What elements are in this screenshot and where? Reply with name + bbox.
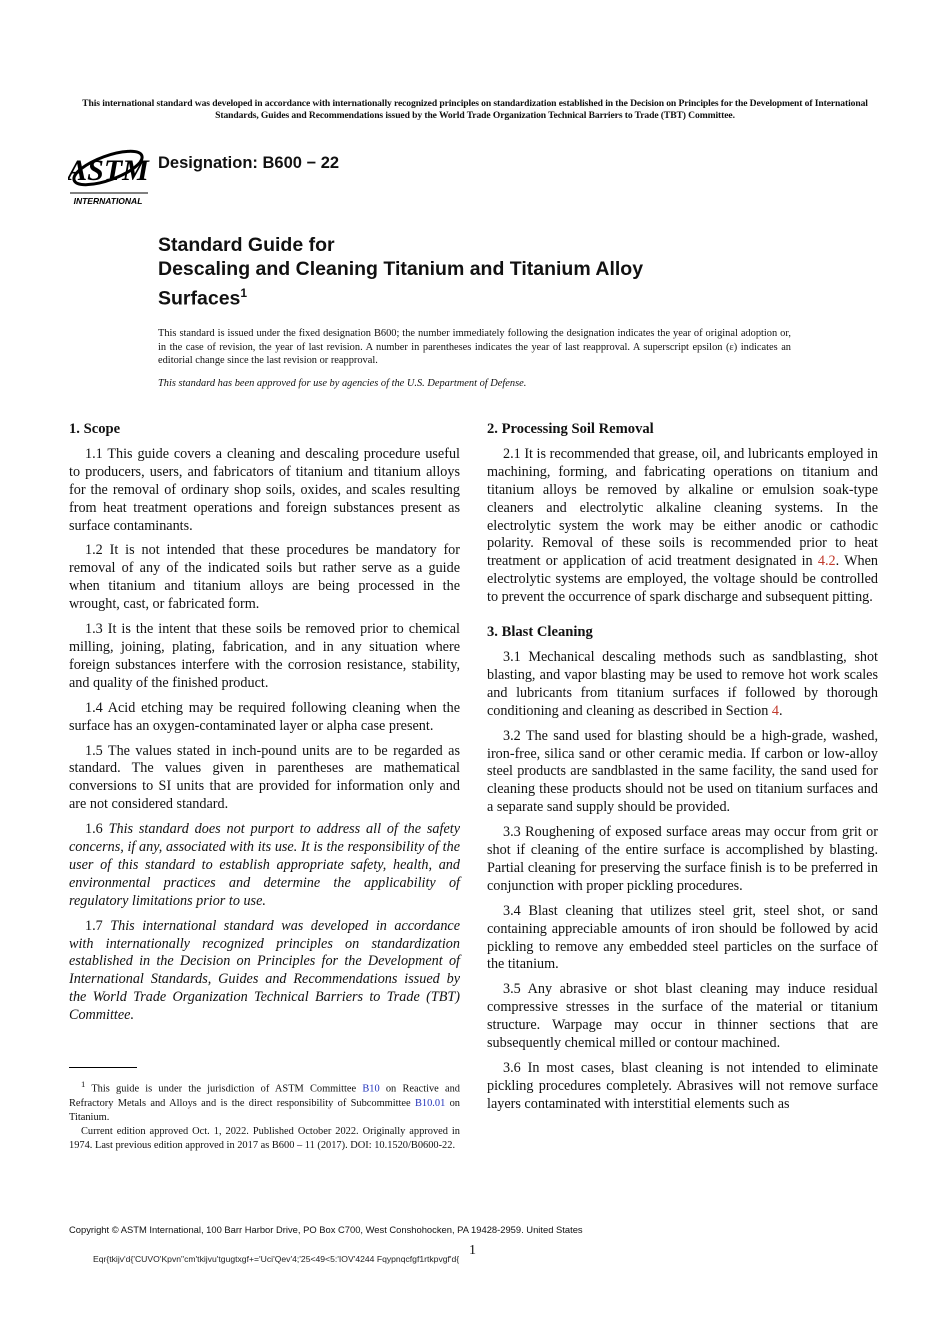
title-line: Standard Guide for bbox=[158, 234, 335, 256]
paragraph: 1.5 The values stated in inch-pound units are to be regarded as standard. The values given in parentheses are mathematical conversions to SI units that are provided for information only and are not considered standard. bbox=[69, 742, 460, 813]
paragraph: 1.4 Acid etching may be required following cleaning when the surface has an oxygen-contaminated layer or alpha case present. bbox=[69, 699, 460, 734]
paragraph: 3.5 Any abrasive or shot blast cleaning may induce residual compressive stresses in the surface of the material or titanium structure. Warpage may occur in thinner sections that are subsequently chemical milled or contour machined. bbox=[487, 981, 878, 1052]
astm-logo bbox=[68, 140, 150, 208]
logo-subtext: INTERNATIONAL bbox=[73, 196, 143, 206]
section-link[interactable]: 4.2 bbox=[817, 553, 836, 570]
document-title bbox=[158, 233, 643, 311]
subcommittee-link[interactable]: B10.01 bbox=[414, 1097, 446, 1109]
paragraph: 3.3 Roughening of exposed surface areas may occur from grit or shot if cleaning of the entire surface is accomplished by blasting. Partial cleaning for preserving the surface finish is to be preferred in conjunction with proper pickling procedures. bbox=[487, 824, 878, 894]
issue-note: This standard is issued under the fixed designation B600; the number immediately following the designation indicates the year of original adoption or, in the case of revision, the year of last revision. A number in parentheses indicates the year of last reapproval. A superscript epsilon (ε) indicates an editorial change since the last revision or reapproval. bbox=[158, 328, 791, 367]
section-link[interactable]: 4 bbox=[771, 702, 779, 719]
footnote: $^1$ This guide is under the jurisdiction of ASTM Committee B10 on Reactive and Refractory Metals and Alloys and is the direct responsibility of Subcommittee B10.01 on Titanium. Current edition approved Oct. 1, 2022. Published October 2022. Originally approved in 1974. Last previous edition approved in 2017 as B600 – 11 (2017). DOI: 10.1520/B0600-22. bbox=[69, 1079, 460, 1152]
paragraph: 1.6 This standard does not purport to address all of the safety concerns, if any, associated with its use. It is the responsibility of the user of this standard to establish appropriate safety, health, and environmental practices and determine the applicability of regulatory limitations prior to use. bbox=[69, 821, 461, 909]
footnote-divider bbox=[69, 1067, 137, 1068]
copyright: Copyright © ASTM International, 100 Barr Harbor Drive, PO Box C700, West Conshohocken, PA 19428-2959. United States bbox=[69, 1224, 583, 1235]
section-heading: 1. Scope bbox=[69, 421, 121, 437]
dod-note: This standard has been approved for use by agencies of the U.S. Department of Defense. bbox=[158, 378, 527, 389]
paragraph: 1.7 This international standard was developed in accordance with internationally recognized principles on standardization established in the Decision on Principles for the Development of International Standards, Guides and Recommendations issued by the World Trade Organization Technical Barriers to Trade (TBT) Committee. bbox=[69, 917, 461, 1024]
paragraph: 3.2 The sand used for blasting should be a high-grade, washed, iron-free, silica sand or other ceramic media. If carbon or low-alloy steel products are sandblasted in the same facility, the sand used for cleaning these products should not be used on titanium surfaces and a separate sand supply should be provided. bbox=[487, 727, 878, 816]
paragraph: 1.1 This guide covers a cleaning and descaling procedure useful to producers, users, and fabricators of titanium and titanium alloys for the removal of ordinary shop soils, oxides, and scales resulting from heat treatment operations and foreign substances present as surface contaminants. bbox=[69, 445, 460, 534]
paragraph: 3.4 Blast cleaning that utilizes steel grit, steel shot, or sand containing appreciable amounts of iron should be followed by acid pickling to remove any embedded steel particles on the surface of the titanium. bbox=[487, 902, 878, 973]
left-column bbox=[69, 421, 460, 1032]
title-line: Surfaces bbox=[158, 287, 241, 310]
right-column bbox=[487, 421, 878, 1121]
paragraph: 1.2 It is not intended that these procedures be mandatory for removal of any of the indicated soils but rather serve as a guide when titanium and titanium alloys are being processed in the wrought, cast, or fabricated form. bbox=[69, 542, 460, 613]
page-number: 1 bbox=[469, 1243, 476, 1258]
committee-link[interactable]: B10 bbox=[362, 1083, 380, 1095]
section-heading: 3. Blast Cleaning bbox=[487, 624, 593, 641]
paragraph: 3.6 In most cases, blast cleaning is not intended to eliminate pickling procedures completely. Abrasives will not remove surface layers contaminated with interstitial elements such as bbox=[487, 1060, 878, 1112]
paragraph: 3.1 Mechanical descaling methods such as sandblasting, shot blasting, and vapor blasting may be used to remove hot work scales and lubricants from titanium surfaces if followed by thorough conditioning and cleaning as described in Section 4. bbox=[487, 648, 878, 719]
logo-text: ASTM bbox=[68, 154, 149, 187]
section-heading: 2. Processing Soil Removal bbox=[487, 421, 654, 437]
footnote-ref[interactable]: 1 bbox=[240, 286, 248, 300]
paragraph: 1.3 It is the intent that these soils be removed prior to chemical milling, joining, plating, fabrication, and in any situation where foreign substances interfere with the corrosion resistance, stability, and quality of the finished product. bbox=[69, 621, 460, 691]
designation: Designation: B600 − 22 bbox=[158, 154, 340, 172]
wto-notice: This international standard was developed in accordance with internationally recognized principles on standardization established in the Decision on Principles for the Development of International Standards, Guides and Recommendations issued by the World Trade Organization Technical Barriers to Trade (TBT) Committee. bbox=[82, 98, 868, 121]
title-line: Descaling and Cleaning Titanium and Titanium Alloy bbox=[158, 258, 644, 280]
paragraph: 2.1 It is recommended that grease, oil, and lubricants employed in machining, forming, and fabricating operations on titanium and titanium alloys be removed by alkaline or emulsion soak-type cleaners and electrolytic alkaline cleaning systems. In the electrolytic system the work may be either anodic or cathodic polarity. Removal of these soils is recommended prior to heat treatment or application of acid treatment designated in 4.2. When electrolytic systems are employed, the voltage should be controlled to prevent the occurrence of spark discharge and subsequent pitting. bbox=[487, 445, 878, 606]
license-watermark: Eqr{tkijv'd{'CUVO'Kpvn"cm'tkijvu'tgugtxgf+='Uci'Qev'4;'25<49<5:'IOV'4244 Fqypnqcfgf1rtkpvgf'd{ bbox=[93, 1254, 460, 1264]
